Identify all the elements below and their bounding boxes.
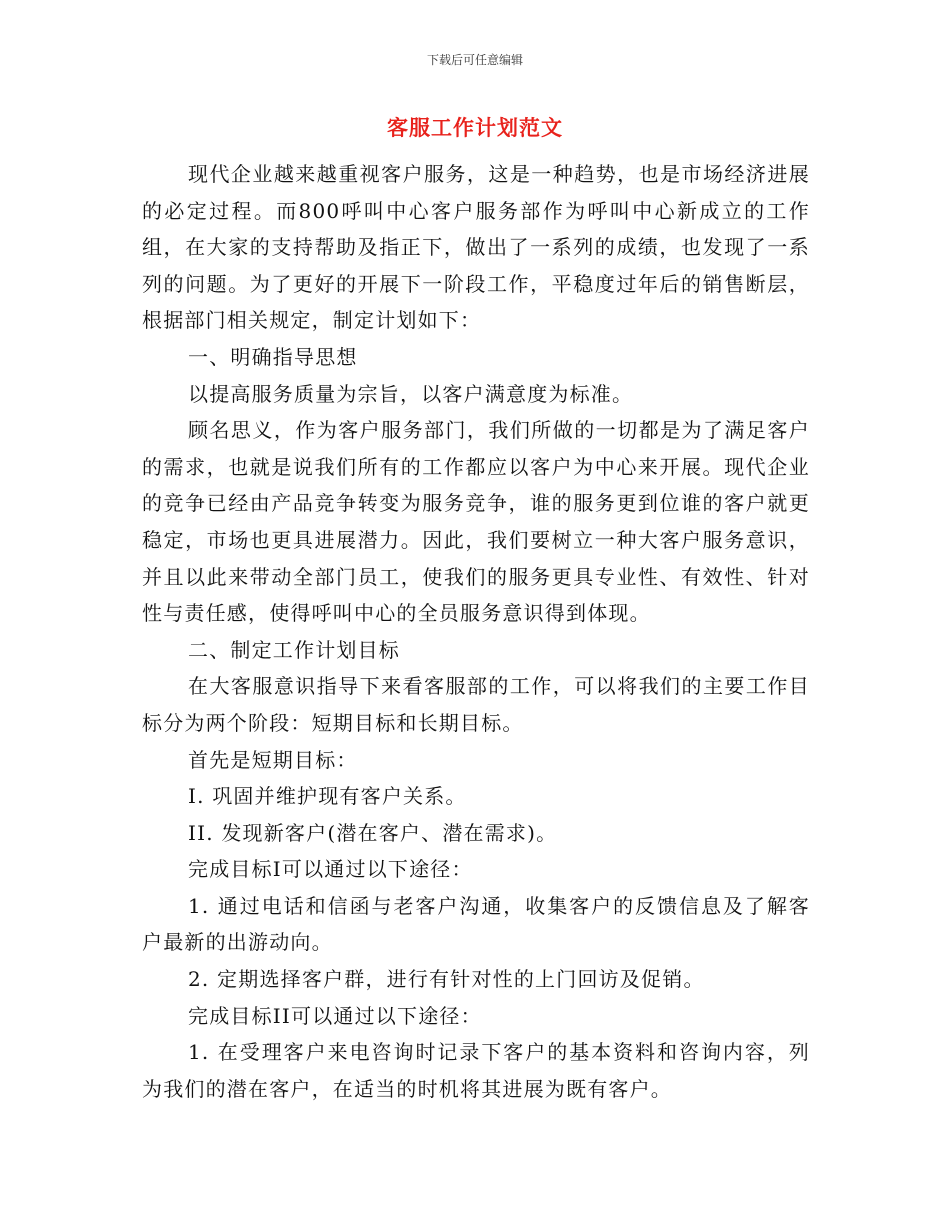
paragraph: 以提高服务质量为宗旨，以客户满意度为标准。 — [188, 381, 634, 406]
list-item: II. 发现新客户(潜在客户、潜在需求)。 — [188, 820, 558, 845]
paragraph: 在大客服意识指导下来看客服部的工作，可以将我们的主要工作目标分为两个阶段：短期目标和长期目标。 — [142, 674, 810, 735]
list-item: I. 巩固并维护现有客户关系。 — [188, 784, 467, 809]
paragraph: 顾名思义，作为客户服务部门，我们所做的一切都是为了满足客户的需求，也就是说我们所有的工作都应以客户为中心来开展。现代企业的竞争已经由产品竞争转变为服务竞争，谁的服务更到位谁的客户就更稳定，市场也更具进展潜力。因此，我们要树立一种大客户服务意识，并且以此来带动全部门员工，使我们的服务更具专业性、有效性、针对性与责任感，使得呼叫中心的全员服务意识得到体现。 — [142, 418, 810, 626]
page-header-note: 下载后可任意编辑 — [426, 53, 523, 67]
paragraph-intro: 现代企业越来越重视客户服务，这是一种趋势，也是市场经济进展的必定过程。而800呼叫中心客户服务部作为呼叫中心新成立的工作组，在大家的支持帮助及指正下，做出了一系列的成绩，也发现了一系列的问题。为了更好的开展下一阶段工作，平稳度过年后的销售断层，根据部门相关规定，制定计划如下： — [142, 162, 810, 333]
document-title: 客服工作计划范文 — [387, 115, 563, 140]
section-heading-guiding-principle: 一、明确指导思想 — [188, 344, 358, 369]
paragraph: 首先是短期目标： — [188, 747, 358, 772]
paragraph: 完成目标II可以通过以下途径： — [188, 1003, 482, 1028]
paragraph: 完成目标I可以通过以下途径： — [188, 857, 473, 882]
list-item: 1. 通过电话和信函与老客户沟通，收集客户的反馈信息及了解客户最新的出游动向。 — [142, 893, 810, 955]
list-item: 1. 在受理客户来电咨询时记录下客户的基本资料和咨询内容，列为我们的潜在客户，在适当的时机将其进展为既有客户。 — [142, 1040, 810, 1101]
document-body — [142, 156, 810, 1107]
list-item: 2. 定期选择客户群，进行有针对性的上门回访及促销。 — [188, 967, 705, 992]
section-heading-work-goals: 二、制定工作计划目标 — [188, 637, 400, 662]
